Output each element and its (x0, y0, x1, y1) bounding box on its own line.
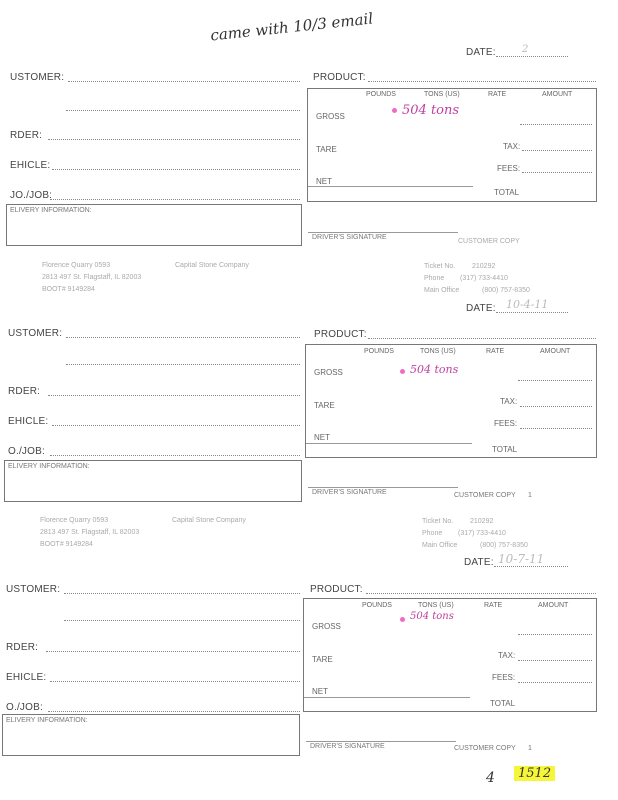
ticket-label: Ticket No. (422, 518, 454, 525)
main-office-number: (800) 757-8350 (482, 287, 530, 294)
date-label: DATE: (466, 47, 496, 58)
customer-copy-label: CUSTOMER COPY (454, 492, 516, 499)
order-label: RDER: (10, 130, 43, 141)
amount-header: AMOUNT (540, 348, 571, 355)
date-value: 10-7-11 (498, 552, 545, 566)
ticket-number: 210292 (472, 263, 496, 270)
gross-label: GROSS (314, 368, 343, 377)
vehicle-label: EHICLE: (6, 672, 47, 683)
net-label: NET (312, 687, 328, 696)
job-label: JO./JOB: (10, 190, 53, 201)
delivery-label: ELIVERY INFORMATION: (8, 463, 90, 470)
company-name: Florence Quarry 0593 (40, 517, 109, 524)
pounds-header: POUNDS (366, 91, 396, 98)
job-label: O./JOB: (6, 702, 43, 713)
tax-label: TAX: (500, 397, 518, 406)
gross-label: GROSS (316, 112, 345, 121)
company-code: BOOT# 9149284 (40, 541, 93, 548)
ticket-label: Ticket No. (424, 263, 456, 270)
product-label: PRODUCT: (310, 584, 363, 595)
handwritten-gross: 504 tons (410, 611, 454, 622)
footer-marker: 4 (486, 770, 495, 786)
highlight-dot (400, 369, 405, 374)
pounds-header: POUNDS (364, 348, 394, 355)
customer-label: USTOMER: (6, 584, 61, 595)
driver-signature-label: DRIVER'S SIGNATURE (312, 234, 387, 241)
customer-copy-label: CUSTOMER COPY (454, 745, 516, 752)
customer-copy-label: CUSTOMER COPY (458, 238, 520, 245)
tare-label: TARE (312, 655, 333, 664)
copy-number: 1 (528, 492, 532, 499)
date-value: 10-4-11 (506, 298, 549, 311)
tons-header: TONS (US) (424, 91, 460, 98)
tax-label: TAX: (503, 142, 521, 151)
tax-label: TAX: (498, 651, 516, 660)
handwritten-gross: 504 tons (410, 363, 459, 376)
tare-label: TARE (316, 145, 337, 154)
product-label: PRODUCT: (314, 329, 367, 340)
vehicle-label: EHICLE: (10, 160, 51, 171)
company-parent: Capital Stone Company (175, 262, 249, 269)
ticket-number: 210292 (470, 518, 494, 525)
handwritten-note: came with 10/3 email (209, 9, 374, 45)
weight-box (305, 344, 597, 458)
net-label: NET (314, 433, 330, 442)
amount-header: AMOUNT (542, 91, 573, 98)
company-parent: Capital Stone Company (172, 517, 246, 524)
total-label: TOTAL (494, 188, 520, 197)
date-label: DATE: (466, 303, 496, 314)
delivery-label: ELIVERY INFORMATION: (6, 717, 88, 724)
pounds-header: POUNDS (362, 602, 392, 609)
main-office-number: (800) 757-8350 (480, 542, 528, 549)
company-address: 2813 497 St. Flagstaff, IL 82003 (40, 529, 140, 536)
amount-header: AMOUNT (538, 602, 569, 609)
copy-number: 1 (528, 745, 532, 752)
fees-label: FEES: (497, 164, 521, 173)
job-label: O./JOB: (8, 446, 45, 457)
phone-number: (317) 733-4410 (458, 530, 506, 537)
date-value: 2 (522, 44, 529, 55)
main-office-label: Main Office (422, 542, 458, 549)
company-address: 2813 497 St. Flagstaff, IL 82003 (42, 274, 142, 281)
main-office-label: Main Office (424, 287, 460, 294)
tons-header: TONS (US) (420, 348, 456, 355)
net-label: NET (316, 177, 332, 186)
fees-label: FEES: (494, 419, 518, 428)
driver-signature-label: DRIVER'S SIGNATURE (310, 743, 385, 750)
order-label: RDER: (6, 642, 39, 653)
phone-label: Phone (422, 530, 443, 537)
highlight-dot (392, 108, 397, 113)
date-label: DATE: (464, 557, 494, 568)
fees-label: FEES: (492, 673, 516, 682)
rate-header: RATE (484, 602, 503, 609)
delivery-label: ELIVERY INFORMATION: (10, 207, 92, 214)
customer-label: USTOMER: (10, 72, 65, 83)
tons-header: TONS (US) (418, 602, 454, 609)
total-label: TOTAL (492, 445, 518, 454)
handwritten-total: 1512 (514, 766, 555, 781)
tare-label: TARE (314, 401, 335, 410)
product-label: PRODUCT: (313, 72, 366, 83)
highlight-dot (400, 617, 405, 622)
handwritten-gross: 504 tons (402, 103, 460, 118)
phone-number: (317) 733-4410 (460, 275, 508, 282)
total-label: TOTAL (490, 699, 516, 708)
customer-label: USTOMER: (8, 328, 63, 339)
rate-header: RATE (486, 348, 505, 355)
driver-signature-label: DRIVER'S SIGNATURE (312, 489, 387, 496)
gross-label: GROSS (312, 622, 341, 631)
company-code: BOOT# 9149284 (42, 286, 95, 293)
phone-label: Phone (424, 275, 445, 282)
vehicle-label: EHICLE: (8, 416, 49, 427)
order-label: RDER: (8, 386, 41, 397)
rate-header: RATE (488, 91, 507, 98)
company-name: Florence Quarry 0593 (42, 262, 111, 269)
